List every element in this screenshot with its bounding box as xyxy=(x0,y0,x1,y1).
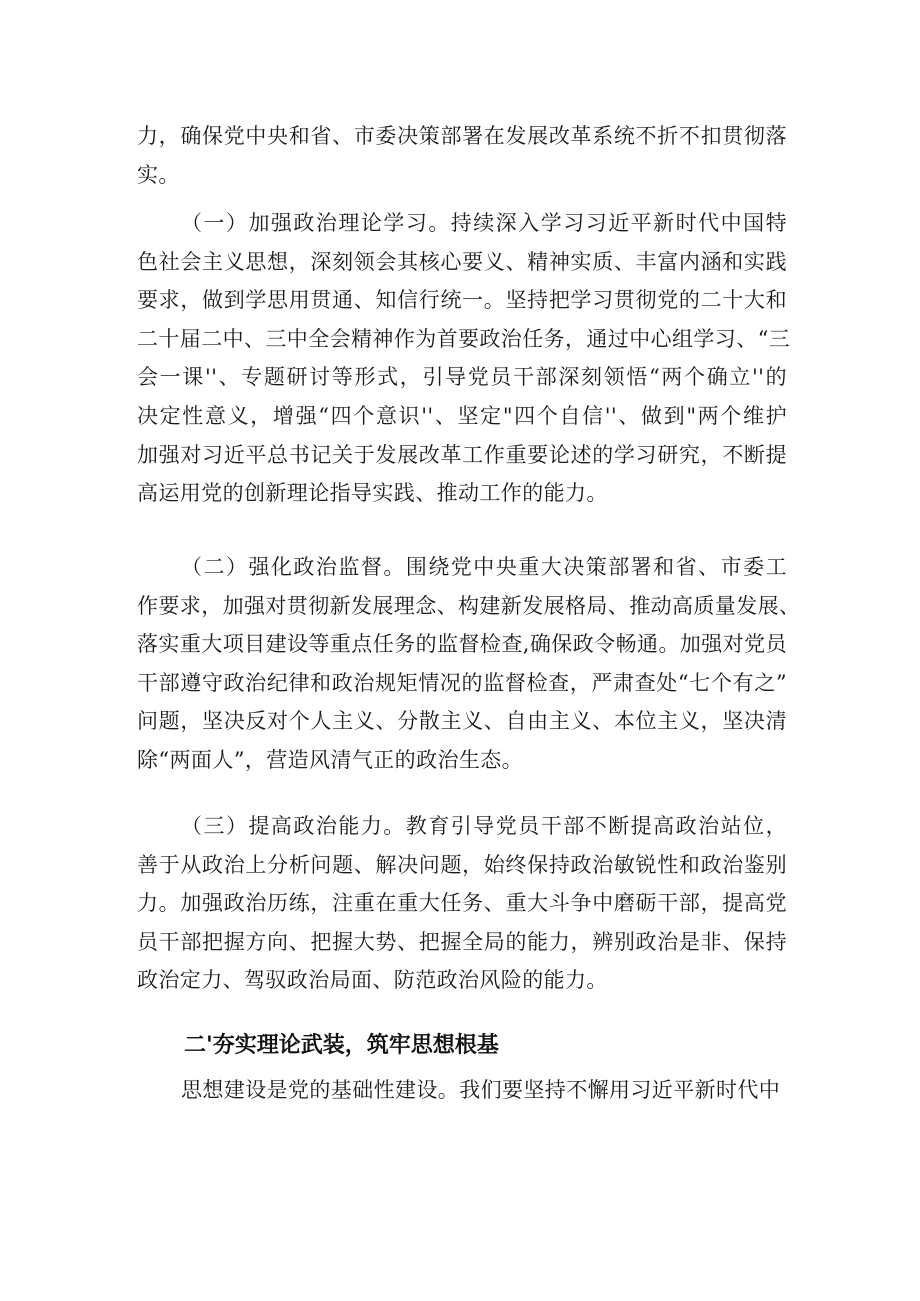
section-3-line-3: 力。加强政治历练，注重在重大任务、重大斗争中磨砺干部，提高党 xyxy=(137,891,787,916)
section-1-line-3: 要求，做到学思用贯通、知信行统一。坚持把学习贯彻党的二十大和 xyxy=(137,288,787,313)
intro-line-2: 实。 xyxy=(137,162,180,187)
intro-line-1: 力，确保党中央和省、市委决策部署在发展改革系统不折不扣贯彻落 xyxy=(137,124,787,148)
section-1-line-1: （一）加强政治理论学习。持续深入学习习近平新时代中国特 xyxy=(181,211,787,235)
section-1-line-4: 二十届二中、三中全会精神作为首要政治任务，通过中心组学习、“三 xyxy=(137,326,791,351)
section-1-line-6: 决定性意义，增强“四个意识''、坚定"四个自信''、做到"两个维护 xyxy=(137,403,787,428)
section-2-paragraph xyxy=(137,548,801,780)
section-2-line-6: 除“两面人”，营造风清气正的政治生态。 xyxy=(137,747,524,772)
section-2-line-1: （二）强化政治监督。围绕党中央重大决策部署和省、市委工 xyxy=(181,555,787,579)
section-2-line-3: 落实重大项目建设等重点任务的监督检查,确保政令畅通。加强对党员 xyxy=(137,632,787,657)
section-2-line-4: 干部遵守政治纪律和政治规矩情况的监督检查，严肃查处“七个有之” xyxy=(137,670,787,695)
section-2-line-2: 作要求，加强对贯彻新发展理念、构建新发展格局、推动高质量发展、 xyxy=(137,593,801,618)
section-3-line-2: 善于从政治上分析问题、解决问题，始终保持政治敏锐性和政治鉴别 xyxy=(137,852,787,877)
section-1-paragraph xyxy=(137,204,791,513)
section-1-line-8: 高运用党的创新理论指导实践、推动工作的能力。 xyxy=(137,481,608,506)
section-3-line-5: 政治定力、驾驭政治局面、防范政治风险的能力。 xyxy=(137,968,608,993)
intro-paragraph xyxy=(137,117,787,194)
section-1-line-5: 会一课''、专题研讨等形式，引导党员干部深刻领悟“两个确立''的 xyxy=(137,365,787,390)
section-3-paragraph xyxy=(137,807,787,1000)
section-3-line-4: 员干部把握方向、把握大势、把握全局的能力，辨别政治是非、保持 xyxy=(137,929,787,954)
section-1-line-2: 色社会主义思想，深刻领会其核心要义、精神实质、丰富内涵和实践 xyxy=(137,249,787,274)
section-4-paragraph xyxy=(137,1071,787,1110)
section-1-line-7: 加强对习近平总书记关于发展改革工作重要论述的学习研究，不断提 xyxy=(137,442,787,467)
section-3-line-1: （三）提高政治能力。教育引导党员干部不断提高政治站位， xyxy=(181,814,787,838)
section-2-line-5: 问题，坚决反对个人主义、分散主义、自由主义、本位主义，坚决清 xyxy=(137,709,787,734)
section-heading-2: 二'夯实理论武装，筑牢思想根基 xyxy=(184,1033,499,1058)
section-4-line-1: 思想建设是党的基础性建设。我们要坚持不懈用习近平新时代中 xyxy=(181,1078,781,1102)
